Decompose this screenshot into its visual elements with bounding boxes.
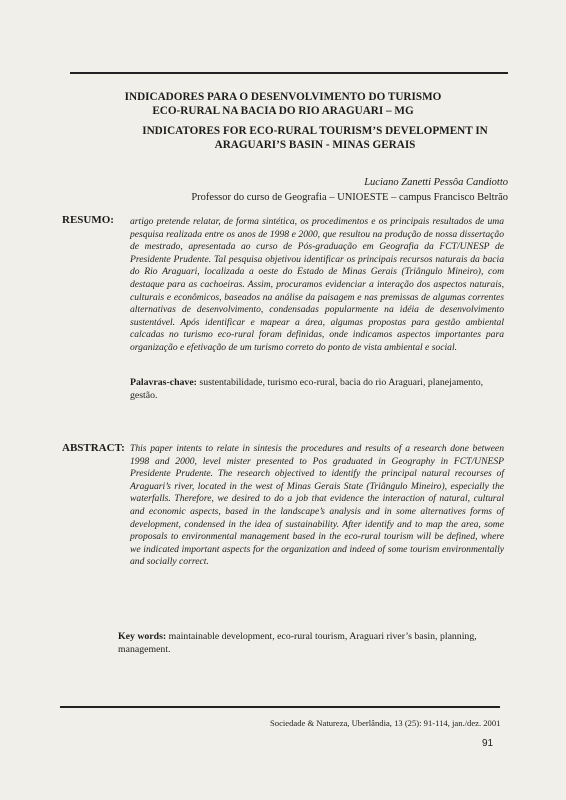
- keywords-english: [118, 630, 504, 656]
- keywords-en-text: maintainable development, eco-rural tourism, Araguari river’s basin, planning, management.: [118, 631, 477, 655]
- title-english: INDICATORES FOR ECO-RURAL TOURISM’S DEVELOPMENT IN ARAGUARI’S BASIN - MINAS GERAIS: [142, 125, 488, 151]
- bottom-rule: [60, 706, 500, 708]
- author-affiliation: Professor do curso de Geografia – UNIOESTE – campus Francisco Beltrão: [191, 192, 508, 203]
- abstract-label: ABSTRACT:: [62, 442, 125, 454]
- resumo-text: artigo pretende relatar, de forma sintética, os procedimentos e os principais resultados de uma pesquisa realizada entre os anos de 1998 e 2000, que resultou na produção de nossa dissertação de mestrado, apresentada ao curso de Pós-graduação em Geografia da FCT/UNESP de Presidente Prudente. Tal pesquisa objetivou identificar os principais recursos naturais da bacia do Rio Araguari, localizada a oeste do Estado de Minas Gerais (Triângulo Mineiro), com destaque para as cachoeiras. Assim, procuramos evidenciar a interação dos aspectos naturais, culturais e econômicos, baseados na análise da paisagem e nas premissas de algumas correntes alternativas de desenvolvimento, condensadas popularmente na idéia de desenvolvimento sustentável. Após identificar e mapear a área, algumas propostas para gestão ambiental calcadas no turismo eco-rural foram definidas, onde indicamos aspectos importantes para organização e efetivação de um turismo correto do ponto de vista ambiental e social.: [130, 216, 504, 353]
- abstract-text: This paper intents to relate in sintesis the procedures and results of a research done between 1998 and 2000, level mister presented to Pos graduated in Geography in FCT/UNESP Presidente Prudente. The research objectived to identify the principal natural recourses of Araguari’s river, located in the west of Minas Gerais State (Triângulo Mineiro), especially the waterfalls. Therefore, we desired to do a job that evidence the interaction of natural, cultural and economic aspects, based in the landscape’s analysis and in some alternatives forms of development, condensed in the idea of sustainability. After identify and to map the area, some proposals to environmental management based in the eco-rural tourism will be defined, where we indicated important aspects for the organization and indeed of some tourism environmentally and socially correct.: [130, 443, 504, 568]
- author-name: Luciano Zanetti Pessôa Candiotto: [364, 177, 508, 188]
- keywords-portuguese: [130, 376, 502, 402]
- keywords-en-label: Key words:: [118, 631, 167, 642]
- resumo-label: RESUMO:: [62, 214, 114, 226]
- title-portuguese: INDICADORES PARA O DESENVOLVIMENTO DO TURISMO ECO-RURAL NA BACIA DO RIO ARAGUARI – MG: [124, 91, 442, 117]
- page-number: 91: [482, 738, 494, 749]
- keywords-pt-label: Palavras-chave:: [130, 377, 197, 388]
- journal-citation: Sociedade & Natureza, Uberlândia, 13 (25): 91-114, jan./dez. 2001: [270, 718, 501, 728]
- keywords-pt-text: sustentabilidade, turismo eco-rural, bacia do rio Araguari, planejamento, gestão.: [130, 377, 484, 401]
- top-rule: [70, 72, 508, 74]
